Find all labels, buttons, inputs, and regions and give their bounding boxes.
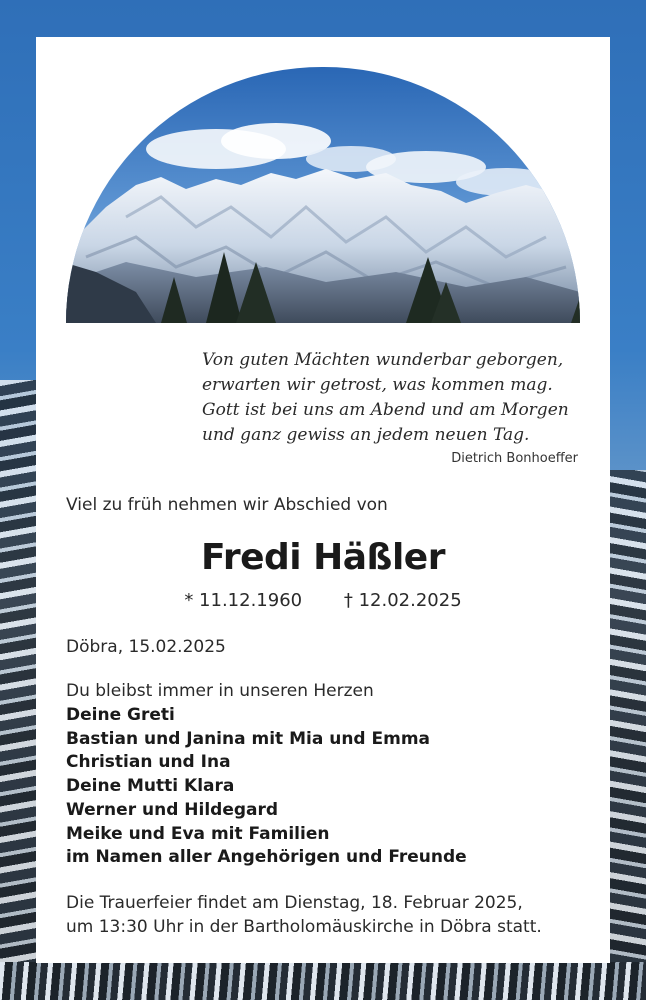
obituary-card: [36, 37, 610, 963]
mourner-entry: Deine Mutti Klara: [66, 776, 235, 797]
quote-line: Von guten Mächten wunderbar geborgen,: [202, 350, 564, 370]
mourner-entry: Christian und Ina: [66, 752, 231, 773]
mourner-entry: Meike und Eva mit Familien: [66, 823, 330, 844]
quote-line: erwarten wir getrost, was kommen mag.: [202, 375, 553, 395]
funeral-line: um 13:30 Uhr in der Bartholomäuskirche in Döbra statt.: [66, 917, 542, 937]
deceased-name: Fredi Häßler: [201, 537, 445, 578]
place-and-date: Döbra, 15.02.2025: [66, 637, 226, 657]
mountain-landscape-image: [66, 67, 580, 323]
mourner-entry: Bastian und Janina mit Mia und Emma: [66, 728, 431, 749]
quote-line: und ganz gewiss an jedem neuen Tag.: [202, 425, 530, 445]
bonhoeffer-quote: [202, 348, 592, 448]
quote-line: Gott ist bei uns am Abend und am Morgen: [202, 400, 569, 420]
farewell-intro: Viel zu früh nehmen wir Abschied von: [66, 495, 388, 515]
life-dates: [36, 590, 610, 611]
birth-date: * 11.12.1960: [184, 590, 303, 611]
funeral-notice: [66, 891, 542, 939]
heart-line: Du bleibst immer in unseren Herzen: [66, 681, 374, 701]
mourner-entry: im Namen aller Angehörigen und Freunde: [66, 847, 467, 868]
mourners-list: [66, 704, 467, 870]
mourner-entry: Werner und Hildegard: [66, 799, 279, 820]
mourner-entry: Deine Greti: [66, 705, 175, 725]
mountain-photo-arch: [66, 67, 580, 323]
background-snowy-trees-right: [610, 470, 646, 1000]
funeral-line: Die Trauerfeier findet am Dienstag, 18. Februar 2025,: [66, 893, 523, 913]
death-date: † 12.02.2025: [343, 590, 462, 611]
background-snowy-trees-left: [0, 380, 40, 1000]
quote-author: Dietrich Bonhoeffer: [451, 451, 578, 466]
background-snowy-trees-bottom: [0, 962, 646, 1000]
